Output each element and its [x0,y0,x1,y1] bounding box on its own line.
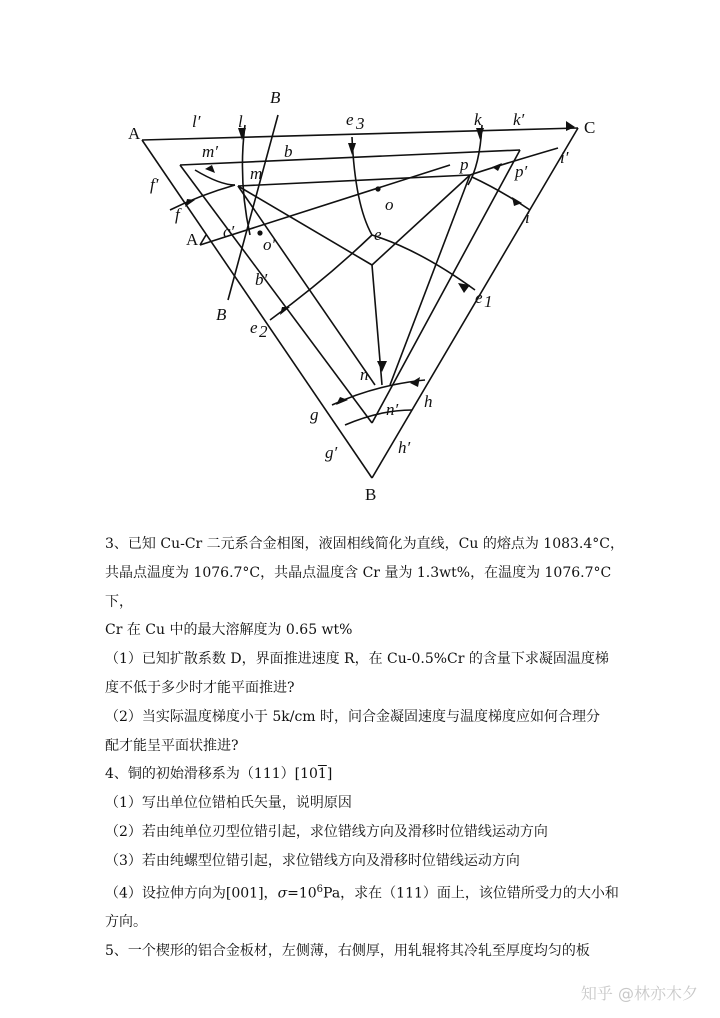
q4-part4-a [105,876,625,908]
label-g: g [310,405,319,424]
vertex-a-label: A [128,124,141,143]
q4-title-close: ] [326,766,333,783]
q3-part2-b: 配才能呈平面状推进? [105,737,239,754]
label-e1-sub: 1 [484,292,493,311]
ternary-phase-diagram [120,85,600,505]
label-k: k [474,110,482,129]
line-cprime-o [200,165,450,245]
q4-title [105,760,625,789]
q4-part4-exp: 6 [316,883,324,895]
inner-left-edge [180,165,372,423]
label-p: p [460,155,469,174]
arrow-e3 [348,143,356,155]
point-o-prime [257,230,262,235]
label-b: b [284,142,293,161]
label-e: e [374,225,382,244]
label-f-prime: f′ [150,175,159,194]
arrow-pprime [492,163,502,171]
line-p-n [390,175,470,385]
label-o: o [385,195,394,214]
curve-m-region [195,170,235,185]
label-c-prime: c′ [223,222,235,241]
q4-part4-post: Pa，求在（111）面上，该位错所受力的大小和 [323,885,619,902]
arrow-f [185,199,195,207]
label-m: m [250,164,263,183]
q4-part2: （2）若由纯单位刃型位错引起，求位错线方向及滑移时位错线运动方向 [105,823,548,840]
q3-part1-a: （1）已知扩散系数 D，界面推进速度 R，在 Cu-0.5%Cr 的含量下求凝固温度梯 [105,651,609,668]
q4-title-bar: 1 [317,766,327,783]
label-h-prime: h′ [398,438,411,457]
label-b-prime: b′ [255,270,268,289]
label-m-prime: m′ [202,142,218,161]
label-n: n [360,365,369,384]
q4-part4-b: 方向。 [105,914,147,931]
curve-l [242,125,250,235]
q3-line-2: 共晶点温度为 1076.7°C，共晶点温度含 Cr 量为 1.3wt%，在温度为 1076.7°C下， [105,564,612,610]
label-l-prime: l′ [192,112,201,131]
q4-part4-sigma: σ [277,885,288,902]
curve-f [170,185,235,210]
vertex-c-label: C [584,118,596,137]
arrow-c [566,121,575,131]
label-e3-sub: 3 [356,114,365,133]
point-o [375,186,380,191]
q4-part1: （1）写出单位位错柏氏矢量，说明原因 [105,795,352,812]
inner-top-edge [180,150,520,165]
label-k-prime: k′ [513,110,525,129]
q4-title-text: 4、铜的初始滑移系为（111）[10 [105,766,318,783]
label-i-prime: i′ [560,148,569,167]
arrow-k [476,128,484,140]
label-e2: e [250,318,258,337]
label-o-prime: o′ [263,235,276,254]
label-n-prime: n′ [386,400,399,419]
label-b-bottom: B [216,305,227,324]
label-b-top: B [270,88,281,107]
line-e-p [372,175,470,265]
label-i: i [525,208,530,227]
q4-part3: （3）若由纯螺型位错引起，求位错线方向及滑移时位错线运动方向 [105,852,520,869]
question-text [105,530,625,966]
label-e1: e [475,288,483,307]
vertex-b-label: B [365,485,377,504]
q5-line-1: 5、一个楔形的铝合金板材，左侧薄，右侧厚，用轧辊将其冷轧至厚度均匀的板 [105,942,590,959]
curve-e3-e [352,137,372,235]
curve-g-h [332,380,425,405]
q4-part4-pre: （4）设拉伸方向为[001]， [105,885,278,902]
watermark: 知乎 @林亦木夕 [580,984,698,1003]
label-l: l [238,112,243,131]
label-e2-sub: 2 [259,322,268,341]
label-g-prime: g′ [325,443,338,462]
tie-line-mp [238,175,470,186]
q3-part1-b: 度不低于多少时才能平面推进? [105,679,295,696]
q3-part2-a: （2）当实际温度梯度小于 5k/cm 时，问合金凝固速度与温度梯度应如何合理分 [105,708,601,725]
section-line-bb [228,115,278,300]
label-h: h [424,392,433,411]
q4-part4-eq: =10 [287,885,317,902]
curve-i [472,177,530,210]
arrow-n [377,361,387,372]
label-a-arrow: A [186,230,199,249]
label-e3: e [346,110,354,129]
q3-line-1: 3、已知 Cu-Cr 二元系合金相图，液固相线简化为直线，Cu 的熔点为 1083.4°C， [105,536,624,552]
q3-line-3: Cr 在 Cu 中的最大溶解度为 0.65 wt% [105,622,353,639]
arrow-mprime [205,165,215,173]
label-f: f [175,205,180,224]
label-p-prime: p′ [515,162,528,181]
